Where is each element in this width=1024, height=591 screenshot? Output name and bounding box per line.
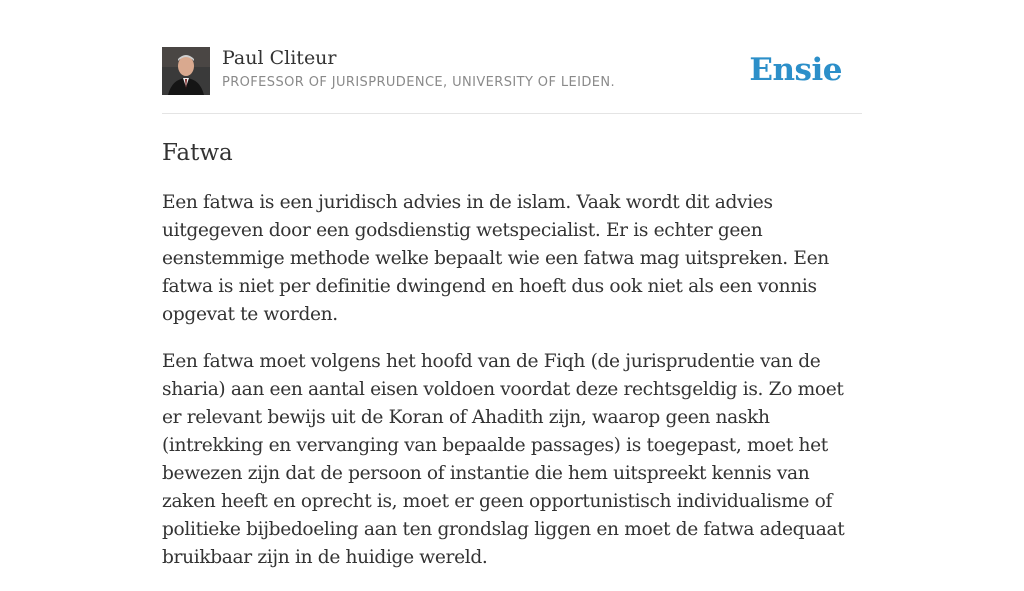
content-container xyxy=(162,0,862,568)
avatar[interactable] xyxy=(162,47,210,95)
article-body xyxy=(162,189,867,591)
article-title: Fatwa xyxy=(162,140,233,166)
article-paragraph: Een fatwa is een juridisch advies in de islam. Vaak wordt dit advies uitgegeven door een godsdienstig wetspecialist. Er is echter geen eenstemmige methode welke bepaalt wie een fatwa mag uitspreken. Een fatwa is niet per definitie dwingend en hoeft dus ook niet als een vonnis opgevat te worden. xyxy=(162,192,829,325)
author-portrait-icon xyxy=(162,47,210,95)
ensie-logo[interactable]: Ensie xyxy=(749,52,842,88)
author-name[interactable]: Paul Cliteur xyxy=(222,47,337,69)
article-paragraph: Een fatwa moet volgens het hoofd van de Fiqh (de jurisprudentie van de sharia) aan een aantal eisen voldoen voordat deze rechtsgeldig is. Zo moet er relevant bewijs uit de Koran of Ahadith zijn, waarop geen naskh (intrekking en vervanging van bepaalde passages) is toegepast, moet het bewezen zijn dat de persoon of instantie die hem uitspreekt kennis van zaken heeft en oprecht is, moet er geen opportunistisch individualisme of politieke bijbedoeling aan ten grondslag liggen en moet de fatwa adequaat bruikbaar zijn in de huidige wereld. xyxy=(162,351,845,568)
author-title: PROFESSOR OF JURISPRUDENCE, UNIVERSITY OF LEIDEN. xyxy=(222,75,616,90)
author-header xyxy=(162,0,862,114)
